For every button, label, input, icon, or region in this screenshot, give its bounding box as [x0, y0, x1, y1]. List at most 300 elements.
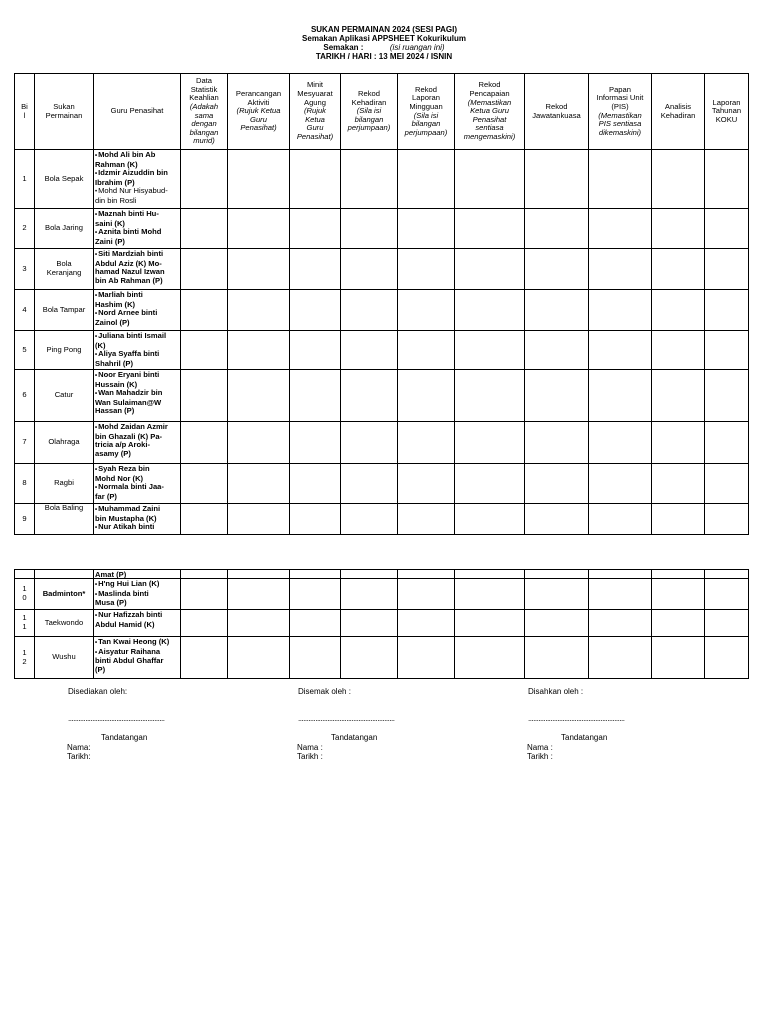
checklist-cell-kehadiran[interactable] — [341, 249, 397, 289]
checklist-cell-pencapaian[interactable] — [455, 610, 524, 636]
checklist-cell-kehadiran[interactable] — [341, 209, 397, 248]
cell-text-line: dikemaskini) — [598, 127, 642, 137]
checklist-cell-laporan-mingguan[interactable] — [398, 331, 454, 369]
checklist-cell-perancangan[interactable] — [228, 331, 289, 369]
advisor-list — [95, 505, 179, 534]
row-number — [15, 331, 34, 369]
checklist-cell-jawatankuasa[interactable] — [525, 464, 588, 503]
checklist-cell-data[interactable] — [181, 610, 227, 636]
cell-text-line: (Sila isi — [356, 106, 382, 116]
checklist-cell-data[interactable] — [181, 370, 227, 421]
advisor-list — [95, 571, 179, 578]
cell-text-line: Bola — [56, 259, 72, 269]
checklist-cell-data[interactable] — [181, 504, 227, 534]
advisor-name-line: • Tan Kwai Heong (K) — [95, 638, 179, 648]
checklist-cell-kehadiran[interactable] — [341, 422, 397, 463]
advisor-list — [95, 332, 179, 369]
checklist-cell-laporan-mingguan[interactable] — [398, 464, 454, 503]
sport-name-text — [46, 346, 81, 355]
signature-line[interactable]: ........................................................ — [68, 714, 165, 723]
checklist-cell-perancangan[interactable] — [228, 209, 289, 248]
row-number — [15, 249, 34, 289]
advisor-name-line: Zainol (P) — [95, 317, 130, 327]
cell-text-line: (Rujuk — [304, 106, 326, 116]
advisor-name-line: Ibrahim (P) — [95, 177, 135, 187]
sport-name-text — [45, 224, 83, 233]
checklist-cell-laporan-tahunan[interactable] — [705, 209, 748, 248]
advisor-list — [95, 250, 179, 289]
checklist-cell-jawatankuasa[interactable] — [525, 150, 588, 208]
checklist-cell-minit[interactable] — [290, 370, 340, 421]
advisor-name-line: • H'ng Hui Lian (K) — [95, 580, 179, 590]
sport-name-text — [45, 504, 83, 513]
checklist-cell-jawatankuasa[interactable] — [525, 290, 588, 330]
checklist-cell-analisis[interactable] — [652, 150, 704, 208]
checklist-cell-pencapaian[interactable] — [455, 370, 524, 421]
checklist-cell-minit[interactable] — [290, 209, 340, 248]
row-number-text: 7 — [22, 437, 27, 447]
checklist-cell-perancangan[interactable] — [228, 504, 289, 534]
cell-text-line: Jawatankuasa — [532, 110, 581, 120]
sport-name — [35, 249, 93, 289]
cell-text-line: Kehadiran — [351, 97, 387, 107]
checklist-cell-kehadiran[interactable] — [341, 370, 397, 421]
signature-caption: Tandatangan — [561, 733, 608, 742]
sport-name — [35, 370, 93, 421]
cell-text-line: Keahlian — [189, 93, 219, 103]
checklist-cell-pencapaian[interactable] — [455, 464, 524, 503]
checklist-cell-kehadiran[interactable] — [341, 579, 397, 609]
checklist-cell-analisis[interactable] — [652, 249, 704, 289]
header-guru — [94, 74, 180, 149]
header-sukan — [35, 74, 93, 149]
checklist-cell-analisis[interactable] — [652, 290, 704, 330]
cell-text-line: Wushu — [52, 652, 76, 662]
checklist-cell-data[interactable] — [181, 579, 227, 609]
row-number — [15, 422, 34, 463]
advisor-name-line: (P) — [95, 664, 106, 674]
cell-text-line: l — [23, 110, 26, 120]
sport-name — [35, 464, 93, 503]
checklist-cell-minit[interactable] — [290, 150, 340, 208]
cell-text-line: (Sila isi — [413, 110, 439, 120]
checklist-cell-pis[interactable] — [589, 464, 651, 503]
checklist-cell-perancangan[interactable] — [228, 637, 289, 678]
advisor-name-line: binti Abdul Ghaffar — [95, 656, 164, 666]
cell-text-line: Agung — [304, 97, 326, 107]
checklist-cell-pis[interactable] — [589, 570, 651, 578]
advisor-name-line: Wan Sulaiman@W — [95, 397, 162, 407]
cell-text-line: Rekod — [358, 89, 380, 99]
document-header — [0, 25, 768, 61]
cell-text-line: Guru Penasihat — [110, 106, 164, 116]
row-number — [15, 290, 34, 330]
cell-text-line: Catur — [54, 390, 74, 400]
checklist-cell-laporan-mingguan[interactable] — [398, 290, 454, 330]
advisor-name-line: tricia a/p Aroki- — [95, 440, 150, 450]
advisor-name-line: Musa (P) — [95, 598, 127, 608]
advisor-name-line: Zaini (P) — [95, 236, 125, 246]
advisor-name-line: • Nord Arnee binti — [95, 309, 179, 319]
cell-text-line: Aktiviti — [247, 97, 270, 107]
sport-name — [35, 209, 93, 248]
checklist-cell-analisis[interactable] — [652, 370, 704, 421]
cell-text-line: Taekwondo — [44, 617, 84, 627]
checklist-cell-pencapaian[interactable] — [455, 331, 524, 369]
sport-name-text — [54, 479, 74, 488]
checklist-cell-laporan-mingguan[interactable] — [398, 249, 454, 289]
checklist-cell-laporan-mingguan[interactable] — [398, 209, 454, 248]
checklist-cell-pencapaian[interactable] — [455, 570, 524, 578]
header-text — [712, 99, 741, 125]
checklist-cell-kehadiran[interactable] — [341, 637, 397, 678]
cell-text-line: Guru — [306, 123, 324, 133]
advisor-name-line: • Idzmir Aizuddin bin — [95, 169, 179, 179]
checklist-cell-jawatankuasa[interactable] — [525, 637, 588, 678]
checklist-cell-pis[interactable] — [589, 610, 651, 636]
checklist-cell-data[interactable] — [181, 150, 227, 208]
header-semakan: Semakan : (isi ruangan ini) — [323, 43, 445, 52]
checklist-table-continued — [14, 569, 749, 679]
sport-name-text — [45, 175, 84, 184]
sport-name — [35, 331, 93, 369]
checklist-cell-data[interactable] — [181, 637, 227, 678]
cell-text-line: sama — [194, 110, 214, 120]
checklist-cell-kehadiran[interactable] — [341, 150, 397, 208]
cell-text-line: murid) — [193, 136, 215, 146]
checklist-cell-data[interactable] — [181, 209, 227, 248]
cell-text-line: bilangan — [354, 114, 384, 124]
header-bil — [15, 74, 34, 149]
cell-text-line: Bola Baling — [44, 504, 84, 512]
cell-text-line: (Rujuk Ketua — [236, 106, 281, 116]
advisor-name-line: • Normala binti Jaa- — [95, 483, 179, 493]
checklist-cell-jawatankuasa[interactable] — [525, 209, 588, 248]
checklist-cell-laporan-mingguan[interactable] — [398, 370, 454, 421]
cell-text-line: bilangan — [411, 119, 441, 129]
header-text — [236, 90, 281, 133]
cell-text-line: Statistik — [190, 84, 218, 94]
checklist-cell-pencapaian[interactable] — [455, 504, 524, 534]
row-number — [15, 150, 34, 208]
checklist-cell-pencapaian[interactable] — [455, 290, 524, 330]
checklist-cell-pis[interactable] — [589, 370, 651, 421]
checklist-cell-laporan-tahunan[interactable] — [705, 610, 748, 636]
header-text — [189, 77, 219, 146]
cell-text-line: Penasihat — [472, 114, 507, 124]
advisor-name-line: • Syah Reza bin — [95, 465, 179, 475]
sport-name-text — [55, 391, 74, 400]
header-text — [405, 86, 448, 138]
signature-line[interactable]: ........................................................ — [528, 714, 625, 723]
checklist-cell-laporan-tahunan[interactable] — [705, 504, 748, 534]
checklist-cell-perancangan[interactable] — [228, 370, 289, 421]
checklist-cell-data[interactable] — [181, 331, 227, 369]
checklist-cell-minit[interactable] — [290, 249, 340, 289]
checklist-cell-analisis[interactable] — [652, 637, 704, 678]
cell-text-line: Olahraga — [48, 437, 80, 447]
cell-text-line: Bi — [21, 101, 28, 111]
checklist-cell-minit[interactable] — [290, 579, 340, 609]
header-laporan-tahunan — [705, 74, 748, 149]
checklist-cell-laporan-tahunan[interactable] — [705, 331, 748, 369]
cell-text-line: Penasihat) — [296, 131, 334, 141]
cell-text-line: KOKU — [715, 114, 738, 124]
checklist-cell-kehadiran[interactable] — [341, 464, 397, 503]
checklist-cell-kehadiran[interactable] — [341, 290, 397, 330]
sport-name — [35, 290, 93, 330]
grid-line — [93, 570, 94, 679]
advisor-name-line: Hashim (K) — [95, 299, 136, 309]
checklist-cell-analisis[interactable] — [652, 579, 704, 609]
checklist-cell-pis[interactable] — [589, 150, 651, 208]
cell-text-line: Rekod — [415, 84, 437, 94]
checklist-cell-laporan-tahunan[interactable] — [705, 637, 748, 678]
checklist-cell-perancangan[interactable] — [228, 610, 289, 636]
advisor-name-line: • Noor Eryani binti — [95, 371, 179, 381]
checklist-cell-laporan-mingguan[interactable] — [398, 637, 454, 678]
checklist-cell-kehadiran[interactable] — [341, 610, 397, 636]
sport-name-text — [48, 438, 79, 447]
advisor-name-line: • Nur Atikah binti — [95, 523, 179, 533]
checklist-cell-perancangan[interactable] — [228, 290, 289, 330]
checklist-cell-laporan-tahunan[interactable] — [705, 464, 748, 503]
cell-text-line: Ragbi — [54, 478, 74, 488]
checklist-cell-data[interactable] — [181, 422, 227, 463]
advisor-name-line: hamad Nazul Izwan — [95, 267, 165, 277]
row-number-text: 1 — [22, 173, 27, 183]
cell-text-line: Permainan — [45, 110, 83, 120]
advisor-name-line: Abdul Hamid (K) — [95, 619, 155, 629]
cell-text-line: Mesyuarat — [297, 89, 333, 99]
checklist-cell-minit[interactable] — [290, 610, 340, 636]
checklist-cell-minit[interactable] — [290, 290, 340, 330]
cell-text-line: Badminton* — [42, 588, 86, 598]
checklist-cell-kehadiran[interactable] — [341, 570, 397, 578]
checklist-cell-perancangan[interactable] — [228, 570, 289, 578]
row-number-text: 1 2 — [22, 647, 27, 666]
signature-line[interactable]: ........................................................ — [298, 714, 395, 723]
checklist-cell-pencapaian[interactable] — [455, 422, 524, 463]
cell-text-line: Ping Pong — [46, 344, 82, 354]
checklist-cell-minit[interactable] — [290, 331, 340, 369]
checklist-cell-jawatankuasa[interactable] — [525, 370, 588, 421]
row-number-text: 6 — [22, 390, 27, 400]
checklist-cell-laporan-mingguan[interactable] — [398, 422, 454, 463]
sport-name-text — [47, 260, 82, 277]
sport-name — [35, 610, 93, 636]
advisor-name-line: • Nur Hafizzah binti — [95, 611, 179, 621]
header-text — [348, 90, 391, 133]
checklist-cell-jawatankuasa[interactable] — [525, 570, 588, 578]
header-text — [111, 107, 164, 116]
checklist-cell-perancangan[interactable] — [228, 249, 289, 289]
row-number-text: 8 — [22, 478, 27, 488]
checklist-cell-laporan-mingguan[interactable] — [398, 504, 454, 534]
checklist-cell-minit[interactable] — [290, 637, 340, 678]
checklist-cell-pis[interactable] — [589, 249, 651, 289]
cell-text-line: Rekod — [545, 101, 568, 111]
advisor-name-line: Amat (P) — [95, 571, 127, 578]
checklist-cell-kehadiran[interactable] — [341, 331, 397, 369]
cell-text-line: Rekod — [478, 80, 501, 90]
advisor-name-line: bin Ghazali (K) Pa- — [95, 431, 163, 441]
sport-name — [35, 422, 93, 463]
cell-text-line: perjumpaan) — [347, 123, 391, 133]
header-subtitle: Semakan Aplikasi APPSHEET Kokurikulum — [302, 34, 466, 43]
advisor-name-line: bin Mustapha (K) — [95, 513, 157, 523]
checklist-cell-analisis[interactable] — [652, 504, 704, 534]
checklist-cell-jawatankuasa[interactable] — [525, 504, 588, 534]
checklist-cell-analisis[interactable] — [652, 422, 704, 463]
checklist-cell-jawatankuasa[interactable] — [525, 331, 588, 369]
header-kehadiran — [341, 74, 397, 149]
advisor-name-line: Shahril (P) — [95, 358, 133, 368]
header-perancangan — [228, 74, 289, 149]
row-number-text: 2 — [22, 223, 27, 233]
checklist-cell-laporan-tahunan[interactable] — [705, 370, 748, 421]
checklist-cell-data[interactable] — [181, 290, 227, 330]
checklist-cell-pencapaian[interactable] — [455, 579, 524, 609]
checklist-cell-data[interactable] — [181, 464, 227, 503]
row-number-text: 9 — [22, 513, 27, 523]
header-pis — [589, 74, 651, 149]
checklist-table — [14, 73, 749, 535]
signature-date-label: Tarikh : — [297, 752, 323, 761]
header-text — [532, 103, 581, 120]
advisor-name-line: Abdul Aziz (K) Mo- — [95, 258, 162, 268]
cell-text-line: Laporan — [712, 97, 741, 107]
checklist-cell-pis[interactable] — [589, 422, 651, 463]
checklist-cell-minit[interactable] — [290, 464, 340, 503]
checklist-cell-laporan-tahunan[interactable] — [705, 570, 748, 578]
row-number — [15, 637, 34, 678]
checklist-cell-minit[interactable] — [290, 570, 340, 578]
row-number-text: 3 — [22, 263, 27, 273]
checklist-cell-analisis[interactable] — [652, 331, 704, 369]
cell-text-line: Mingguan — [409, 101, 443, 111]
header-laporan-mingguan — [398, 74, 454, 149]
cell-text-line: Data — [195, 76, 213, 86]
sport-name — [35, 579, 93, 609]
checklist-cell-laporan-tahunan[interactable] — [705, 150, 748, 208]
sport-name-text — [52, 653, 76, 662]
cell-text-line: Laporan — [412, 93, 440, 103]
checklist-cell-perancangan[interactable] — [228, 579, 289, 609]
advisor-name-line: • Aliya Syaffa binti — [95, 350, 179, 360]
checklist-cell-laporan-mingguan[interactable] — [398, 610, 454, 636]
checklist-cell-laporan-tahunan[interactable] — [705, 579, 748, 609]
checklist-cell-pis[interactable] — [589, 331, 651, 369]
checklist-cell-perancangan[interactable] — [228, 422, 289, 463]
row-number-text: 1 0 — [22, 584, 27, 602]
checklist-cell-kehadiran[interactable] — [341, 504, 397, 534]
checklist-cell-analisis[interactable] — [652, 570, 704, 578]
advisor-name-line: (K) — [95, 340, 106, 350]
signature-name-label: Nama: — [67, 743, 91, 752]
advisor-name-line: far (P) — [95, 491, 117, 501]
checklist-cell-perancangan[interactable] — [228, 150, 289, 208]
checklist-cell-laporan-tahunan[interactable] — [705, 290, 748, 330]
header-text — [297, 81, 333, 141]
sport-name-text — [43, 590, 86, 599]
row-number — [15, 570, 34, 578]
checklist-cell-jawatankuasa[interactable] — [525, 422, 588, 463]
checklist-cell-laporan-mingguan[interactable] — [398, 150, 454, 208]
checklist-cell-laporan-mingguan[interactable] — [398, 579, 454, 609]
checklist-cell-analisis[interactable] — [652, 610, 704, 636]
sport-name — [35, 570, 93, 578]
checklist-cell-pencapaian[interactable] — [455, 249, 524, 289]
checklist-cell-jawatankuasa[interactable] — [525, 249, 588, 289]
checklist-cell-analisis[interactable] — [652, 209, 704, 248]
cell-text-line: Bola Sepak — [44, 173, 84, 183]
signature-label: Disemak oleh : — [298, 687, 351, 696]
checklist-cell-pis[interactable] — [589, 209, 651, 248]
advisor-name-line: Mohd Nor (K) — [95, 473, 144, 483]
checklist-cell-pis[interactable] — [589, 637, 651, 678]
cell-text-line: Kehadiran — [660, 110, 696, 120]
checklist-cell-pis[interactable] — [589, 579, 651, 609]
checklist-cell-laporan-tahunan[interactable] — [705, 422, 748, 463]
checklist-cell-data[interactable] — [181, 249, 227, 289]
checklist-cell-pencapaian[interactable] — [455, 150, 524, 208]
checklist-cell-pencapaian[interactable] — [455, 637, 524, 678]
header-text — [464, 81, 516, 141]
advisor-list — [95, 638, 179, 678]
cell-text-line: Analisis — [664, 101, 692, 111]
checklist-cell-minit[interactable] — [290, 422, 340, 463]
row-number — [15, 464, 34, 503]
signature-name-label: Nama : — [297, 743, 323, 752]
sport-name — [35, 637, 93, 678]
advisor-name-line: • Mohd Nur Hisyabud- — [95, 187, 179, 197]
cell-text-line: Bola Jaring — [45, 223, 83, 233]
advisor-name-line: • Marliah binti — [95, 291, 179, 301]
cell-text-line: Pencapaian — [469, 89, 510, 99]
checklist-cell-analisis[interactable] — [652, 464, 704, 503]
checklist-cell-data[interactable] — [181, 570, 227, 578]
checklist-cell-jawatankuasa[interactable] — [525, 610, 588, 636]
sport-name-text — [45, 619, 83, 628]
cell-text-line: (Memastikan — [467, 97, 512, 107]
cell-text-line: Tahunan — [711, 106, 742, 116]
advisor-list — [95, 210, 179, 248]
row-number-text: 1 1 — [22, 613, 27, 631]
checklist-cell-laporan-tahunan[interactable] — [705, 249, 748, 289]
row-number — [15, 370, 34, 421]
advisor-list — [95, 465, 179, 503]
checklist-cell-pis[interactable] — [589, 290, 651, 330]
checklist-cell-perancangan[interactable] — [228, 464, 289, 503]
checklist-cell-jawatankuasa[interactable] — [525, 579, 588, 609]
cell-text-line: sentiasa — [475, 123, 504, 133]
advisor-list — [95, 151, 179, 208]
cell-text-line: Sukan — [53, 101, 75, 111]
cell-text-line: dengan — [191, 119, 217, 129]
checklist-cell-minit[interactable] — [290, 504, 340, 534]
cell-text-line: Ketua — [305, 114, 325, 124]
cell-text-line: (Memastikan — [598, 110, 642, 120]
checklist-cell-laporan-mingguan[interactable] — [398, 570, 454, 578]
checklist-cell-pencapaian[interactable] — [455, 209, 524, 248]
sport-name — [35, 504, 93, 534]
cell-text-line: Perancangan — [235, 89, 282, 99]
advisor-name-line: asamy (P) — [95, 448, 131, 458]
cell-text-line: (PIS) — [611, 101, 629, 111]
header-analisis — [652, 74, 704, 149]
checklist-cell-pis[interactable] — [589, 504, 651, 534]
